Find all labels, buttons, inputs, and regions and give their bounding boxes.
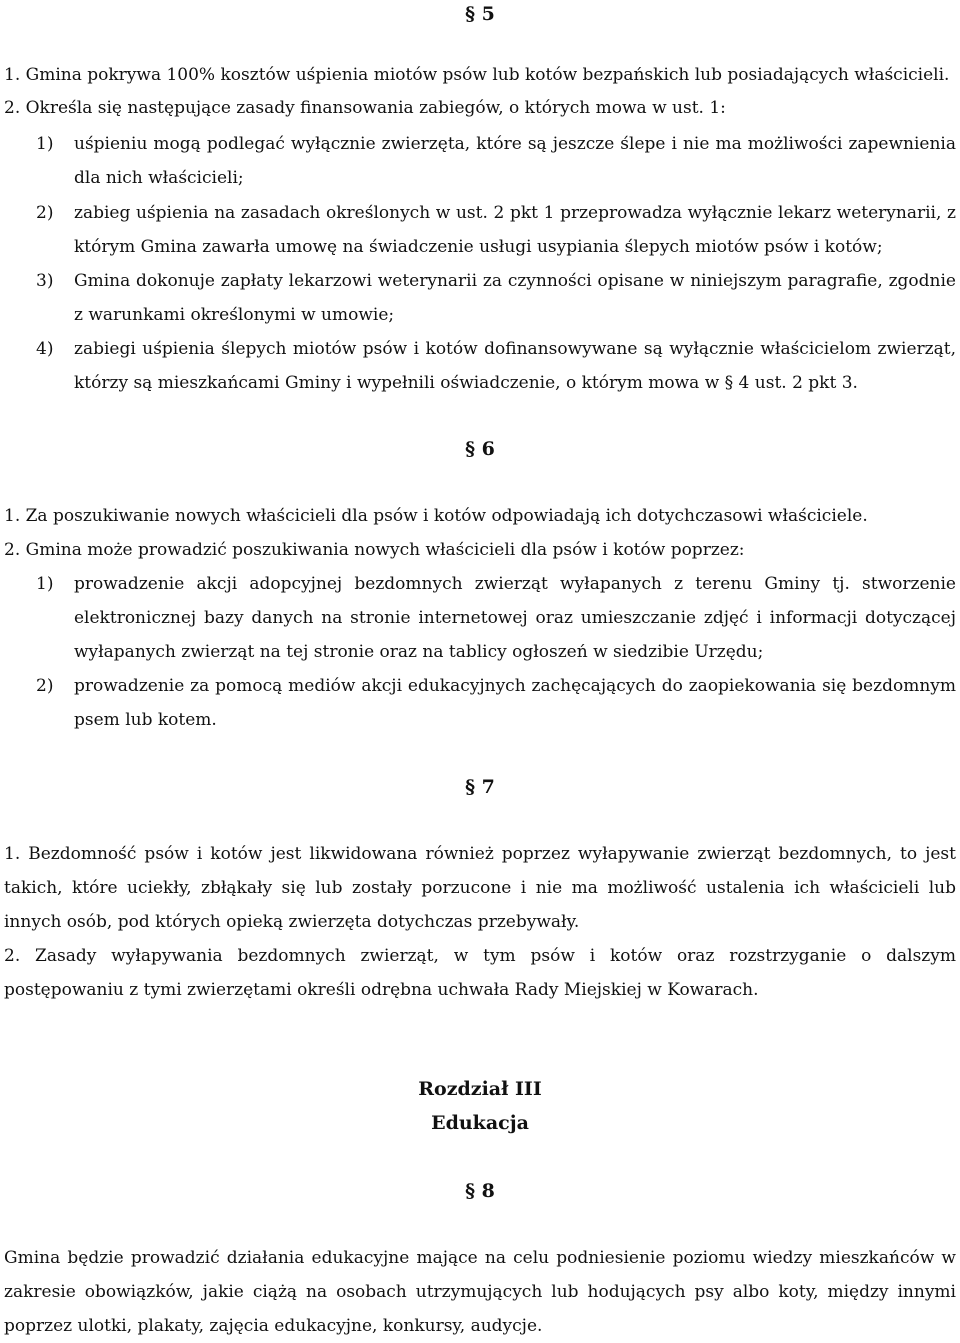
- section-5-list-item-1: [4, 127, 956, 195]
- list-item-number: 3): [36, 271, 54, 291]
- chapter-number: Rozdział III: [418, 1078, 542, 1100]
- section-5-list-item-4: [4, 332, 956, 400]
- list-item-text: zabieg uśpienia na zasadach określonych w ust. 2 pkt 1 przeprowadza wyłącznie lekarz weterynarii, z którym Gmina zawarła umowę na świadczenie usługi usypiania ślepych miotów psów i kotów;: [74, 203, 956, 257]
- section-6-list-item-1: [4, 567, 956, 669]
- section-5-list-item-3: [4, 264, 956, 332]
- section-7-paragraph-2: 2. Zasady wyłapywania bezdomnych zwierząt, w tym psów i kotów oraz rozstrzyganie o dalszym postępowaniu z tymi zwierzętami określi odrębna uchwała Rady Miejskiej w Kowarach.: [4, 946, 956, 1000]
- section-6-list-item-2: [4, 669, 956, 737]
- list-item-text: zabiegi uśpienia ślepych miotów psów i kotów dofinansowywane są wyłącznie właścicielom zwierząt, którzy są mieszkańcami Gminy i wypełnili oświadczenie, o którym mowa w § 4 ust. 2 pkt 3.: [74, 339, 956, 393]
- list-item-text: prowadzenie akcji adopcyjnej bezdomnych zwierząt wyłapanych z terenu Gminy tj. stworzenie elektronicznej bazy danych na stronie internetowej oraz umieszczanie zdjęć i informacji dotyczącej wyłapanych zwierząt na tej stronie oraz na tablicy ogłoszeń w siedzibie Urzędu;: [74, 574, 956, 662]
- list-item-text: uśpieniu mogą podlegać wyłącznie zwierzęta, które są jeszcze ślepe i nie ma możliwości zapewnienia dla nich właścicieli;: [74, 134, 956, 188]
- section-6-paragraph-2: 2. Gmina może prowadzić poszukiwania nowych właścicieli dla psów i kotów poprzez:: [4, 540, 745, 560]
- section-5-list-item-2: [4, 196, 956, 264]
- chapter-title: Edukacja: [431, 1112, 529, 1134]
- section-6-heading: § 6: [465, 438, 495, 460]
- list-item-number: 4): [36, 339, 54, 359]
- list-item-number: 2): [36, 203, 54, 223]
- list-item-text: Gmina dokonuje zapłaty lekarzowi weterynarii za czynności opisane w niniejszym paragrafie, zgodnie z warunkami określonymi w umowie;: [74, 271, 956, 325]
- section-7-paragraph-1: 1. Bezdomność psów i kotów jest likwidowana również poprzez wyłapywanie zwierząt bezdomnych, to jest takich, które uciekły, zbłąkały się lub zostały porzucone i nie ma możliwość ustalenia ich właścicieli lub innych osób, pod których opieką zwierzęta dotychczas przebywały.: [4, 844, 956, 932]
- section-5-paragraph-2: 2. Określa się następujące zasady finansowania zabiegów, o których mowa w ust. 1:: [4, 98, 726, 118]
- list-item-text: prowadzenie za pomocą mediów akcji edukacyjnych zachęcających do zaopiekowania się bezdomnym psem lub kotem.: [74, 676, 956, 730]
- section-6-paragraph-1: 1. Za poszukiwanie nowych właścicieli dla psów i kotów odpowiadają ich dotychczasowi właściciele.: [4, 506, 868, 526]
- list-item-number: 2): [36, 676, 54, 696]
- section-5-heading: § 5: [465, 3, 495, 25]
- list-item-number: 1): [36, 134, 54, 154]
- section-8-paragraph-1: Gmina będzie prowadzić działania edukacyjne mające na celu podniesienie poziomu wiedzy mieszkańców w zakresie obowiązków, jakie ciążą na osobach utrzymujących lub hodujących psy albo koty, między innymi poprzez ulotki, plakaty, zajęcia edukacyjne, konkursy, audycje.: [4, 1248, 956, 1336]
- section-5-paragraph-1: 1. Gmina pokrywa 100% kosztów uśpienia miotów psów lub kotów bezpańskich lub posiadających właścicieli.: [4, 65, 950, 85]
- list-item-number: 1): [36, 574, 54, 594]
- section-8-heading: § 8: [465, 1180, 495, 1202]
- section-7-heading: § 7: [465, 776, 495, 798]
